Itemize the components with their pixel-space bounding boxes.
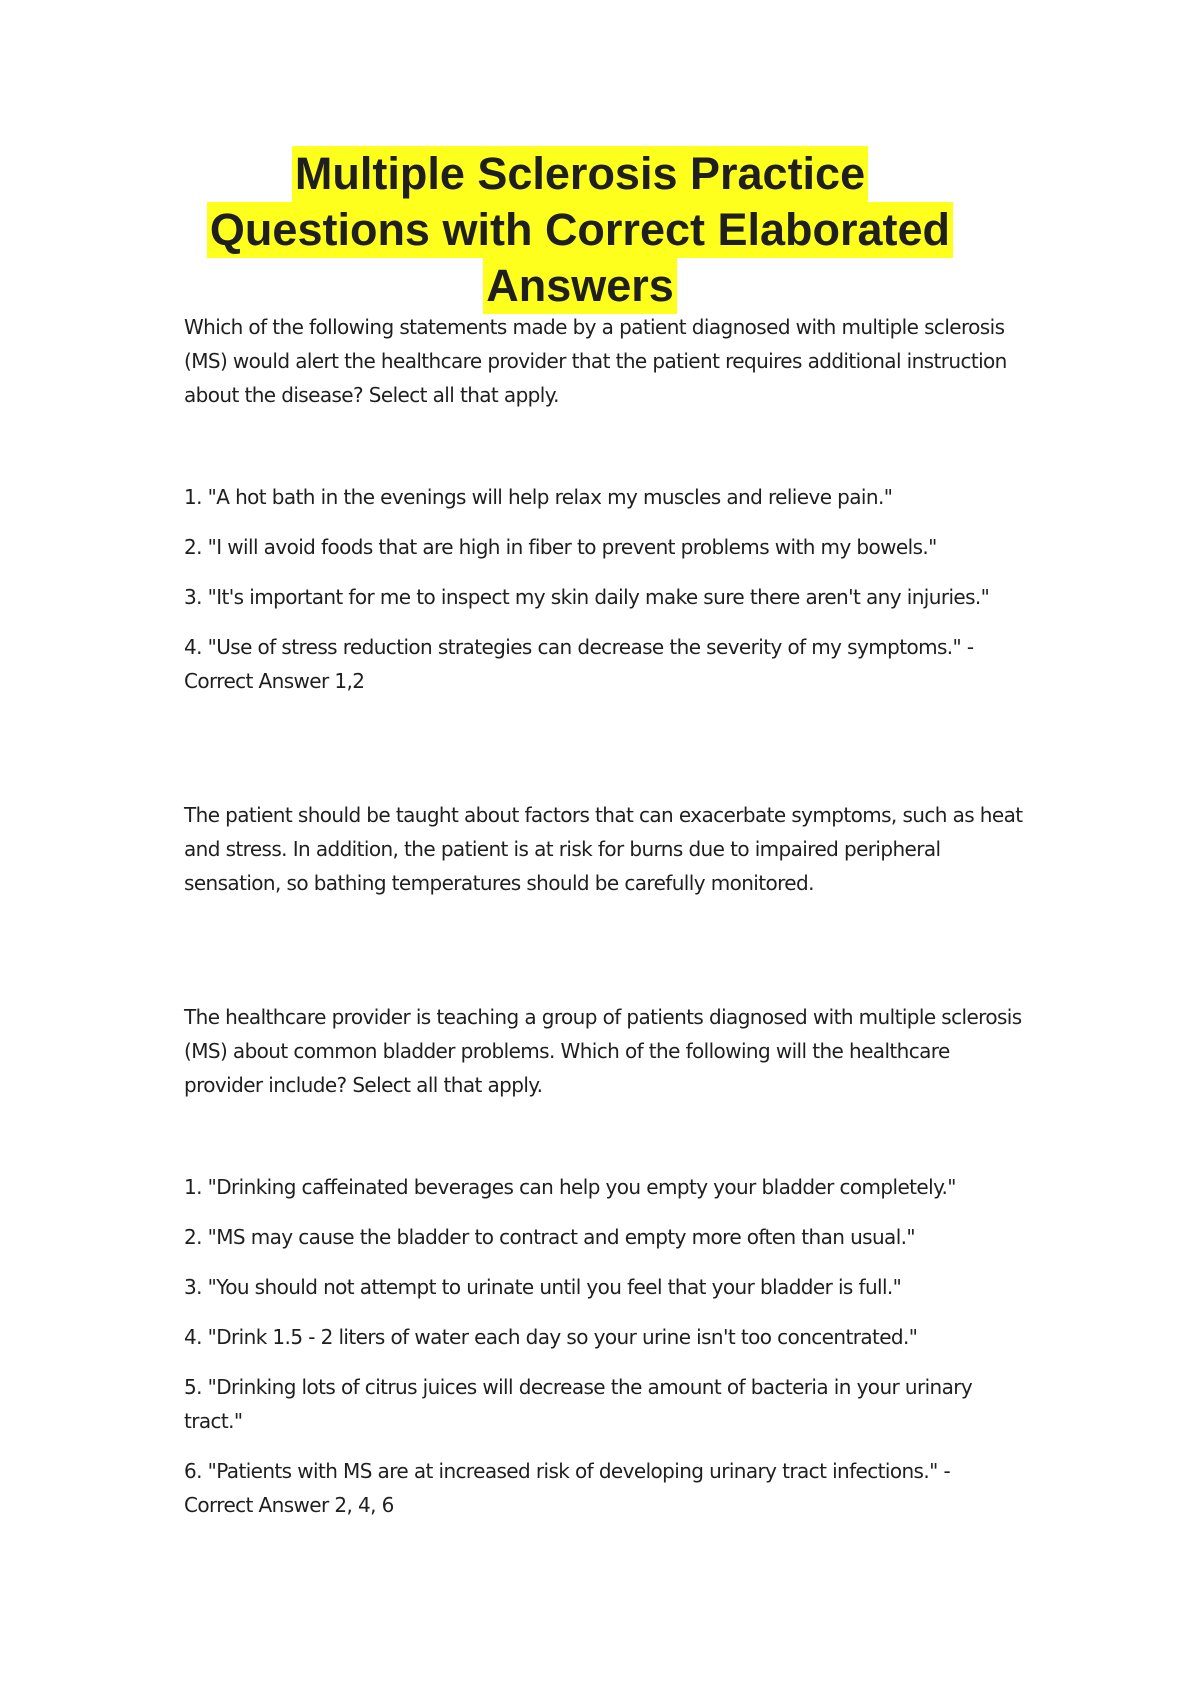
question-1-option-1: 1. "A hot bath in the evenings will help relax my muscles and relieve pain." [184,485,893,509]
spacer [184,900,1024,1000]
question-2-stem: The healthcare provider is teaching a group of patients diagnosed with multiple sclerosis (MS) about common bladder problems. Which of the following will the healthcare provider include? Select all that apply. [184,1005,1022,1097]
question-2-option-2: 2. "MS may cause the bladder to contract and empty more often than usual." [184,1225,916,1249]
question-1-options [184,480,1024,698]
document-body [184,310,1024,1522]
question-2-options [184,1170,1024,1522]
question-1-option-3: 3. "It's important for me to inspect my skin daily make sure there aren't any injuries." [184,585,990,609]
question-2-option-6-answer: 6. "Patients with MS are at increased risk of developing urinary tract infections." - Correct Answer 2, 4, 6 [184,1459,951,1517]
question-2-option-5: 5. "Drinking lots of citrus juices will decrease the amount of bacteria in your urinary tract." [184,1375,973,1433]
question-1-option-4-answer: 4. "Use of stress reduction strategies can decrease the severity of my symptoms." - Correct Answer 1,2 [184,635,974,693]
spacer [184,698,1024,798]
document-title [150,146,1010,314]
title-line-1: Multiple Sclerosis Practice [292,146,868,202]
question-1-option-2: 2. "I will avoid foods that are high in fiber to prevent problems with my bowels." [184,535,937,559]
question-1-stem: Which of the following statements made by a patient diagnosed with multiple sclerosis (MS) would alert the healthcare provider that the patient requires additional instruction about the disease? Select all that apply. [184,315,1007,407]
title-line-2: Questions with Correct Elaborated [207,202,953,258]
title-line-3: Answers [483,258,677,314]
question-2-option-3: 3. "You should not attempt to urinate until you feel that your bladder is full." [184,1275,902,1299]
spacer [184,1102,1024,1170]
question-1-rationale: The patient should be taught about factors that can exacerbate symptoms, such as heat and stress. In addition, the patient is at risk for burns due to impaired peripheral sensation, so bathing temperatures should be carefully monitored. [184,803,1023,895]
question-2-option-1: 1. "Drinking caffeinated beverages can help you empty your bladder completely." [184,1175,956,1199]
question-2-option-4: 4. "Drink 1.5 - 2 liters of water each day so your urine isn't too concentrated." [184,1325,918,1349]
spacer [184,412,1024,480]
